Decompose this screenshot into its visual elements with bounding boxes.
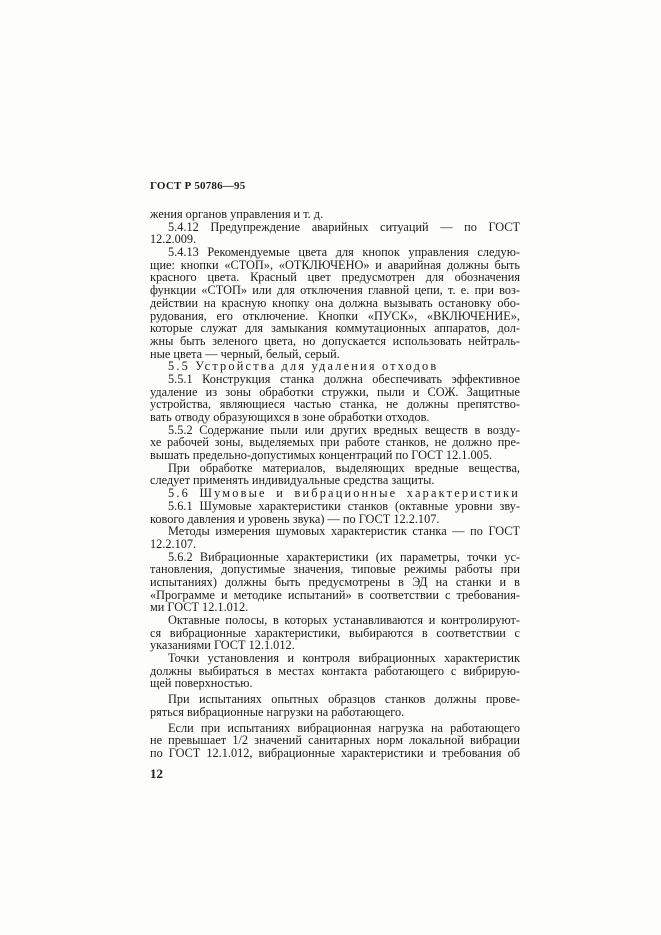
text-line: кового давления и уровень звука) — по ГОСТ 12.2.107. <box>150 511 440 526</box>
text-line: функции «СТОП» или для отключения главной цепи, т. е. при воз- <box>150 283 520 298</box>
text-line: ся вибрационные характеристики, выбираются в соответствии с <box>150 625 520 640</box>
paragraph <box>150 652 520 690</box>
text-line: Точки установления и контроля вибрационных характеристик <box>168 651 520 666</box>
text-line: 12.2.107. <box>150 536 197 551</box>
text-line: которые служат для замыкания коммутационных аппаратов, дол- <box>150 321 520 336</box>
paragraph <box>150 462 520 487</box>
paragraph <box>150 208 520 221</box>
text-line: 5.5.2 Содержание пыли или других вредных веществ в возду- <box>168 422 520 437</box>
text-line: тановления, допустимые значения, типовые режимы работы при <box>150 562 520 577</box>
text-line: При обработке материалов, выделяющих вредные вещества, <box>168 460 520 475</box>
text-line: Октавные полосы, в которых устанавливаются и контролируют- <box>168 613 520 627</box>
text-line: не превышает 1/2 значений санитарных норм локальной вибрации <box>150 733 520 748</box>
text-line: устройства, являющиеся частью станка, не должны препятство- <box>150 397 520 412</box>
text-line: вышать предельно-допустимых концентраций по ГОСТ 12.1.005. <box>150 448 493 463</box>
text-line: указаниями ГОСТ 12.1.012. <box>150 638 295 653</box>
text-line: Методы измерения шумовых характеристик станка — по ГОСТ <box>168 524 520 539</box>
text-line: по ГОСТ 12.1.012, вибрационные характеристики и требования об <box>150 745 520 760</box>
text-line: 5.6 Шумовые и вибрационные характеристики <box>168 486 520 501</box>
paragraph <box>150 373 520 424</box>
text-line: ные цвета — черный, белый, серый. <box>150 346 340 361</box>
text-line: жны быть зеленого цвета, но допускается использовать нейтраль- <box>150 333 520 348</box>
text-line: жения органов управления и т. д. <box>150 207 324 221</box>
text-line: следует применять индивидуальные средства защиты. <box>150 473 435 488</box>
paragraph <box>150 246 520 360</box>
paragraph <box>150 525 520 550</box>
text-line: Если при испытаниях вибрационная нагрузка на работающего <box>168 720 520 735</box>
text-line: хе рабочей зоны, выделяемых при работе станков, не должно пре- <box>150 435 520 450</box>
paragraph <box>150 693 520 718</box>
paragraph <box>150 424 520 462</box>
paragraph <box>150 487 520 525</box>
text-line: 5.6.2 Вибрационные характеристики (их параметры, точки ус- <box>168 549 520 564</box>
paragraph <box>150 722 520 760</box>
text-line: 5.4.12 Предупреждение аварийных ситуаций — по ГОСТ <box>168 219 520 234</box>
document-code-header: ГОСТ Р 50786—95 <box>150 180 246 192</box>
text-line: 12.2.009. <box>150 232 197 247</box>
page-number: 12 <box>150 766 163 781</box>
text-line: должны выбираться в местах контакта работающего с вибрирую- <box>150 663 520 678</box>
paragraph <box>150 551 520 614</box>
text-line: красного цвета. Красный цвет предусмотрен для обозначения <box>150 270 520 285</box>
text-line: рудования, его отключение. Кнопки «ПУСК», «ВКЛЮЧЕНИЕ», <box>150 308 520 323</box>
text-line: действии на красную кнопку она должна вызывать остановку обо- <box>150 295 520 310</box>
text-line: «Программе и методике испытаний» в соответствии с требования- <box>150 587 520 602</box>
text-line: ряться вибрационные нагрузки на работающего. <box>150 704 405 719</box>
paragraph <box>150 221 520 246</box>
text-line: 5.5.1 Конструкция станка должна обеспечивать эффективное <box>168 371 520 386</box>
text-line: щей поверхностью. <box>150 676 253 691</box>
text-line: испытаниях) должны быть предусмотрены в ЭД на станки и в <box>150 574 520 589</box>
text-line: удаление из зоны обработки стружки, пыли и СОЖ. Защитные <box>150 384 520 399</box>
text-line: При испытаниях опытных образцов станков должны прове- <box>168 692 520 707</box>
text-line: 5.6.1 Шумовые характеристики станков (октавные уровни зву- <box>168 498 520 513</box>
text-line: 5.5 Устройства для удаления отходов <box>168 359 439 374</box>
text-line: ми ГОСТ 12.1.012. <box>150 600 249 615</box>
text-line: вать отводу образующихся в зоне обработки отходов. <box>150 410 430 424</box>
text-line: щие: кнопки «СТОП», «ОТКЛЮЧЕНО» и аварийная должны быть <box>150 257 520 272</box>
body-text <box>150 208 520 760</box>
text-line: 5.4.13 Рекомендуемые цвета для кнопок управления следую- <box>168 245 520 260</box>
paragraph <box>150 614 520 652</box>
